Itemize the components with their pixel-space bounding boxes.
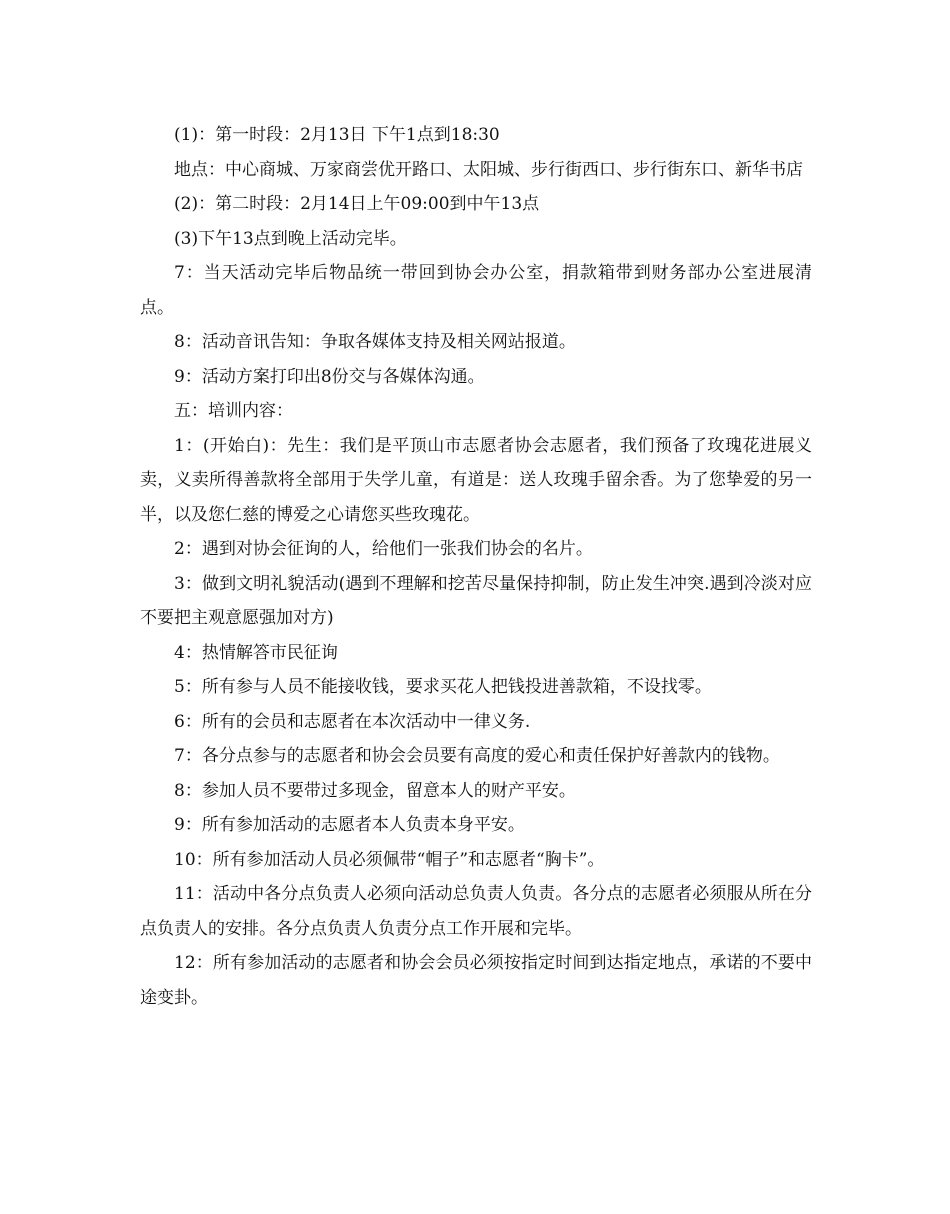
training-item-3: 3：做到文明礼貌活动(遇到不理解和挖苦尽量保持抑制，防止发生冲突.遇到冷淡对应不要把主观意愿强加对方): [140, 573, 812, 628]
training-item-8: 8：参加人员不要带过多现金，留意本人的财产平安。: [174, 780, 576, 801]
paragraph-time-slot-3: (3)下午13点到晚上活动完毕。: [174, 228, 407, 249]
section-heading-training: 五：培训内容：: [174, 401, 293, 421]
paragraph-time-slot-1: (1)：第一时段：2月13日 下午1点到18:30: [174, 125, 500, 145]
paragraph-item-7: 7：当天活动完毕后物品统一带回到协会办公室，捐款箱带到财务部办公室进展清点。: [140, 263, 812, 318]
training-item-2: 2：遇到对协会征询的人，给他们一张我们协会的名片。: [174, 539, 593, 559]
paragraph-locations: 地点：中心商城、万家商尝优开路口、太阳城、步行街西口、步行街东口、新华书店: [174, 159, 803, 180]
paragraph-item-9: 9：活动方案打印出8份交与各媒体沟通。: [174, 366, 485, 387]
training-item-9: 9：所有参加活动的志愿者本人负责本身平安。: [174, 815, 525, 835]
training-item-4: 4：热情解答市民征询: [174, 642, 338, 663]
training-item-1: 1：(开始白)：先生：我们是平顶山市志愿者协会志愿者，我们预备了玫瑰花进展义卖，义卖所得善款将全部用于失学儿童，有道是：送人玫瑰手留余香。为了您挚爱的另一半，以及您仁慈的博爱之心请您买些玫瑰花。: [140, 435, 812, 525]
training-item-6: 6：所有的会员和志愿者在本次活动中一律义务.: [174, 711, 531, 732]
training-item-11: 11：活动中各分点负责人必须向活动总负责人负责。各分点的志愿者必须服从所在分点负责人的安排。各分点负责人负责分点工作开展和完毕。: [140, 884, 812, 939]
training-item-12: 12：所有参加活动的志愿者和协会会员必须按指定时间到达指定地点，承诺的不要中途变卦。: [140, 953, 812, 1008]
paragraph-item-8: 8：活动音讯告知：争取各媒体支持及相关网站报道。: [174, 332, 576, 352]
training-item-5: 5：所有参与人员不能接收钱，要求买花人把钱投进善款箱，不设找零。: [174, 677, 712, 697]
training-item-10: 10：所有参加活动人员必须佩带“帽子”和志愿者“胸卡”。: [174, 849, 605, 870]
paragraph-time-slot-2: (2)：第二时段：2月14日上午09:00到中午13点: [174, 194, 540, 214]
document-body: [140, 118, 812, 1015]
training-item-7: 7：各分点参与的志愿者和协会会员要有高度的爱心和责任保护好善款内的钱物。: [174, 746, 780, 766]
